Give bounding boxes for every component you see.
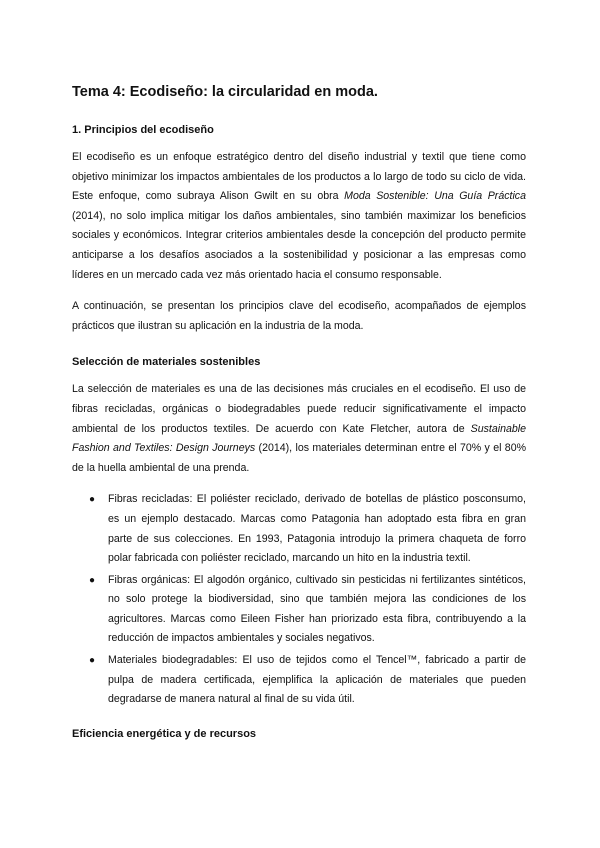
list-item-text: Materiales biodegradables: El uso de tejidos como el Tencel™, fabricado a partir de pulpa de madera certificada, ejemplifica la aplicación de materiales que pueden degradarse de manera natural al final de su vida útil. [108,654,526,706]
paragraph-ecodiseno-intro [72,148,526,285]
paragraph-principios-clave: A continuación, se presentan los principios clave del ecodiseño, acompañados de ejemplos prácticos que ilustran su aplicación en la industria de la moda. [72,300,526,332]
bullet-icon: ● [89,655,96,667]
page-content [72,82,526,752]
list-item-fibras-recicladas [89,490,526,568]
materials-bullet-list [72,490,526,710]
book-title-fletcher: Sustainable Fashion and Textiles: Design Journeys [72,422,526,455]
section-heading-principios: 1. Principios del ecodiseño [72,124,214,136]
paragraph-text: (2014), los materiales determinan entre el 70% y el 80% de la huella ambiental de una prenda. [72,442,527,474]
bullet-icon: ● [89,574,96,586]
paragraph-materiales [72,380,526,478]
bullet-icon: ● [89,494,96,506]
paragraph-text: (2014), no solo implica mitigar los daños ambientales, sino también maximizar los beneficios sociales y económicos. Integrar criterios ambientales desde la concepción del producto permite anticiparse a los desafíos asociados a la sostenibilidad y posicionar a las empresas como líderes en un mercado cada vez más orientado hacia el consumo responsable. [72,209,526,281]
list-item-materiales-biodegradables [89,651,526,710]
list-item-text: Fibras recicladas: El poliéster reciclado, derivado de botellas de plástico posconsumo, es un ejemplo destacado. Marcas como Patagonia han adoptado esta fibra en gran parte de sus colecciones. En 1993, Patagonia introdujo la primera chaqueta de forro polar fabricada con poliéster reciclado, marcando un hito en la industria textil. [108,493,526,565]
list-item-fibras-organicas [89,571,526,649]
book-title-gwilt: Moda Sostenible: Una Guía Práctica [344,190,526,203]
paragraph-text: El ecodiseño es un enfoque estratégico dentro del diseño industrial y textil que tiene como objetivo minimizar los impactos ambientales de los productos a lo largo de todo su ciclo de vida. Este enfoque, como subraya Alison Gwilt en su obra [72,151,526,203]
paragraph-text: La selección de materiales es una de las decisiones más cruciales en el ecodiseño. El uso de fibras recicladas, orgánicas o biodegradables puede reducir significativamente el impacto ambiental de los productos textiles. De acuerdo con Kate Fletcher, autora de [72,383,526,435]
section-heading-eficiencia: Eficiencia energética y de recursos [72,727,257,740]
document-title: Tema 4: Ecodiseño: la circularidad en moda. [72,84,378,100]
list-item-text: Fibras orgánicas: El algodón orgánico, cultivado sin pesticidas ni fertilizantes sintéticos, no solo protege la biodiversidad, sino que también mejora las condiciones de los agricultores. Marcas como Eileen Fisher han priorizado esta fibra, contribuyendo a la reducción de impactos ambientales y sociales negativos. [108,573,526,645]
section-heading-materiales: Selección de materiales sostenibles [72,356,261,369]
